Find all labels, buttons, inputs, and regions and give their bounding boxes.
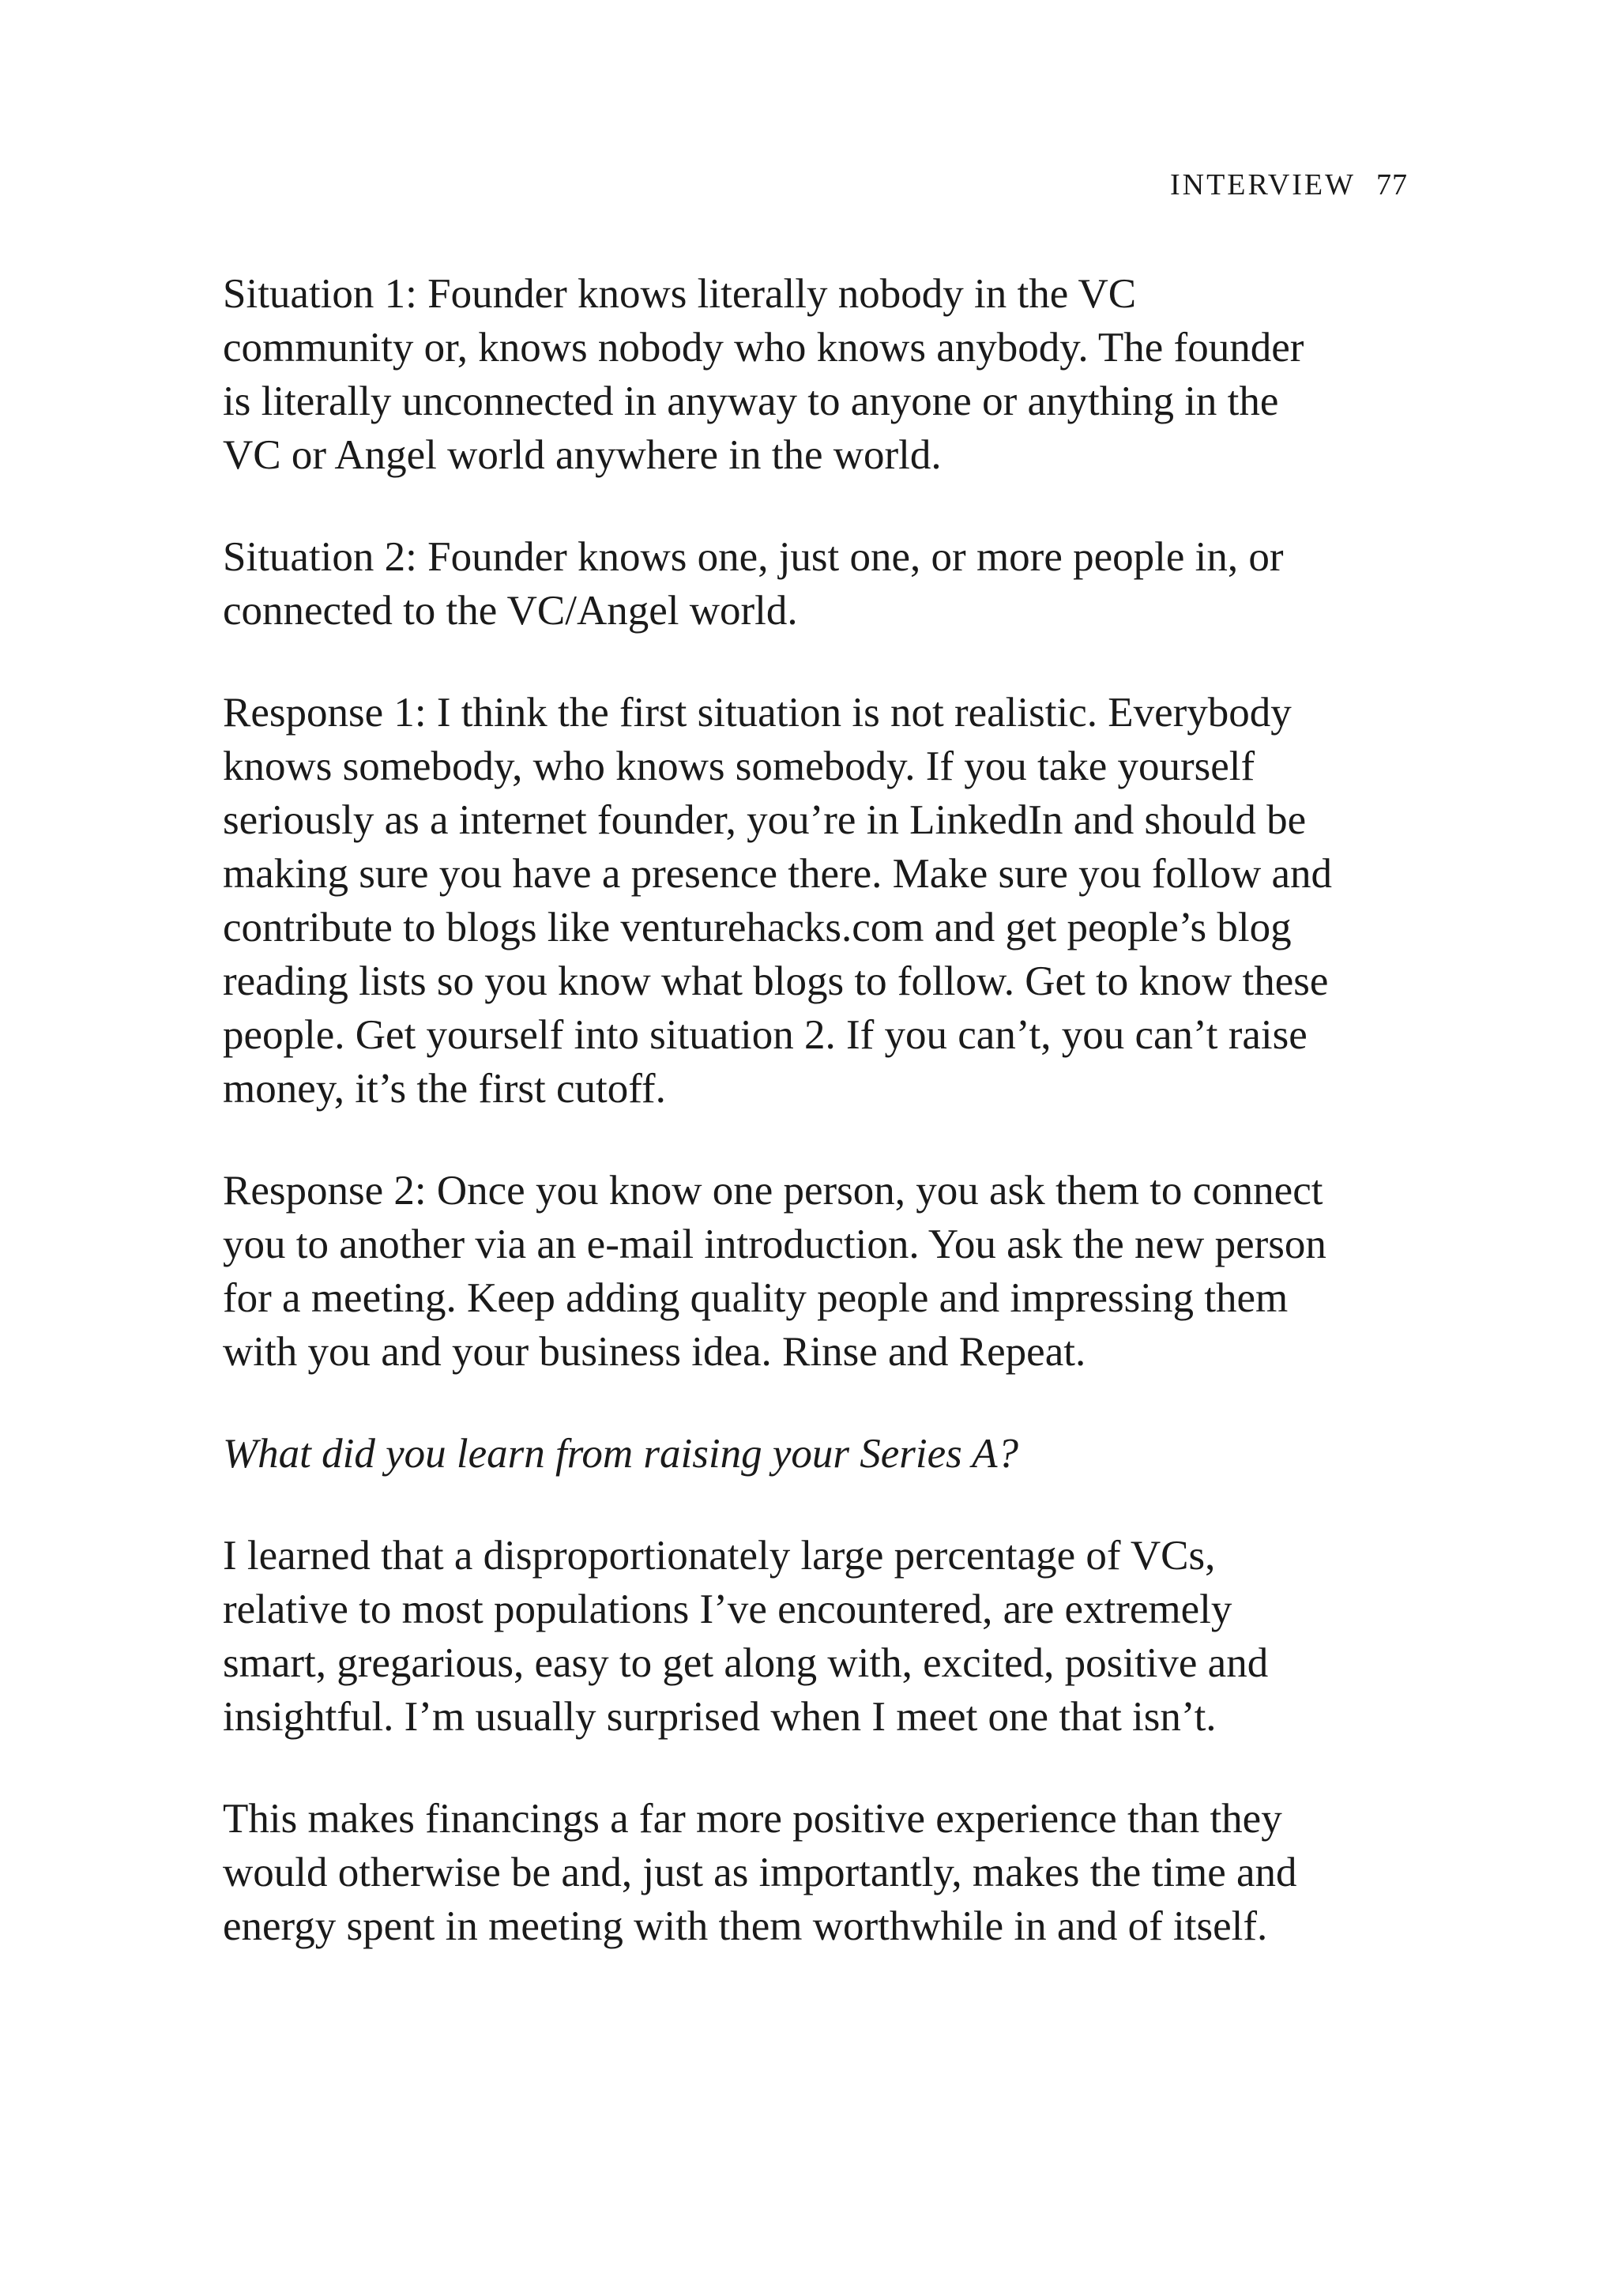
text-line: community or, knows nobody who knows anybody. The founder [223, 325, 1304, 371]
text-line: with you and your business idea. Rinse and Repeat. [223, 1329, 1086, 1375]
paragraph-response-1 [223, 686, 1408, 1116]
text-line: relative to most populations I’ve encountered, are extremely [223, 1586, 1232, 1632]
text-line: Response 1: I think the first situation is not realistic. Everybody [223, 690, 1292, 736]
text-line: Situation 2: Founder knows one, just one, or more people in, or [223, 534, 1284, 580]
section-title: INTERVIEW [1170, 168, 1356, 201]
text-line: energy spent in meeting with them worthwhile in and of itself. [223, 1903, 1268, 1949]
text-line: making sure you have a presence there. Make sure you follow and [223, 851, 1333, 897]
text-line: contribute to blogs like venturehacks.com and get people’s blog [223, 905, 1292, 950]
text-line: This makes financings a far more positive experience than they [223, 1796, 1282, 1842]
page-number: 77 [1376, 168, 1408, 201]
paragraph-situation-1 [223, 267, 1408, 482]
text-line: would otherwise be and, just as importantly, makes the time and [223, 1850, 1297, 1895]
text-line: you to another via an e-mail introduction. You ask the new person [223, 1221, 1326, 1267]
text-line: people. Get yourself into situation 2. If you can’t, you can’t raise [223, 1012, 1308, 1058]
paragraph-situation-2 [223, 530, 1408, 638]
text-line: seriously as a internet founder, you’re in LinkedIn and should be [223, 797, 1307, 843]
text-line: connected to the VC/Angel world. [223, 588, 798, 634]
running-head [1170, 167, 1408, 202]
text-line: money, it’s the first cutoff. [223, 1066, 666, 1112]
body-text [223, 267, 1408, 2001]
text-line: smart, gregarious, easy to get along with, excited, positive and [223, 1640, 1269, 1686]
paragraph-response-2 [223, 1164, 1408, 1379]
text-line: is literally unconnected in anyway to anyone or anything in the [223, 378, 1279, 424]
text-line: insightful. I’m usually surprised when I meet one that isn’t. [223, 1694, 1217, 1740]
text-line: Situation 1: Founder knows literally nobody in the VC [223, 271, 1137, 317]
text-line: knows somebody, who knows somebody. If you take yourself [223, 743, 1255, 789]
text-line: reading lists so you know what blogs to follow. Get to know these [223, 958, 1329, 1004]
paragraph-answer-1 [223, 1529, 1408, 1744]
paragraph-answer-2 [223, 1792, 1408, 1953]
text-line: for a meeting. Keep adding quality people and impressing them [223, 1275, 1289, 1321]
text-line: What did you learn from raising your Series A? [223, 1431, 1018, 1477]
text-line: VC or Angel world anywhere in the world. [223, 432, 942, 478]
text-line: Response 2: Once you know one person, you ask them to connect [223, 1168, 1323, 1214]
interview-question [223, 1427, 1408, 1481]
text-line: I learned that a disproportionately large percentage of VCs, [223, 1533, 1216, 1579]
